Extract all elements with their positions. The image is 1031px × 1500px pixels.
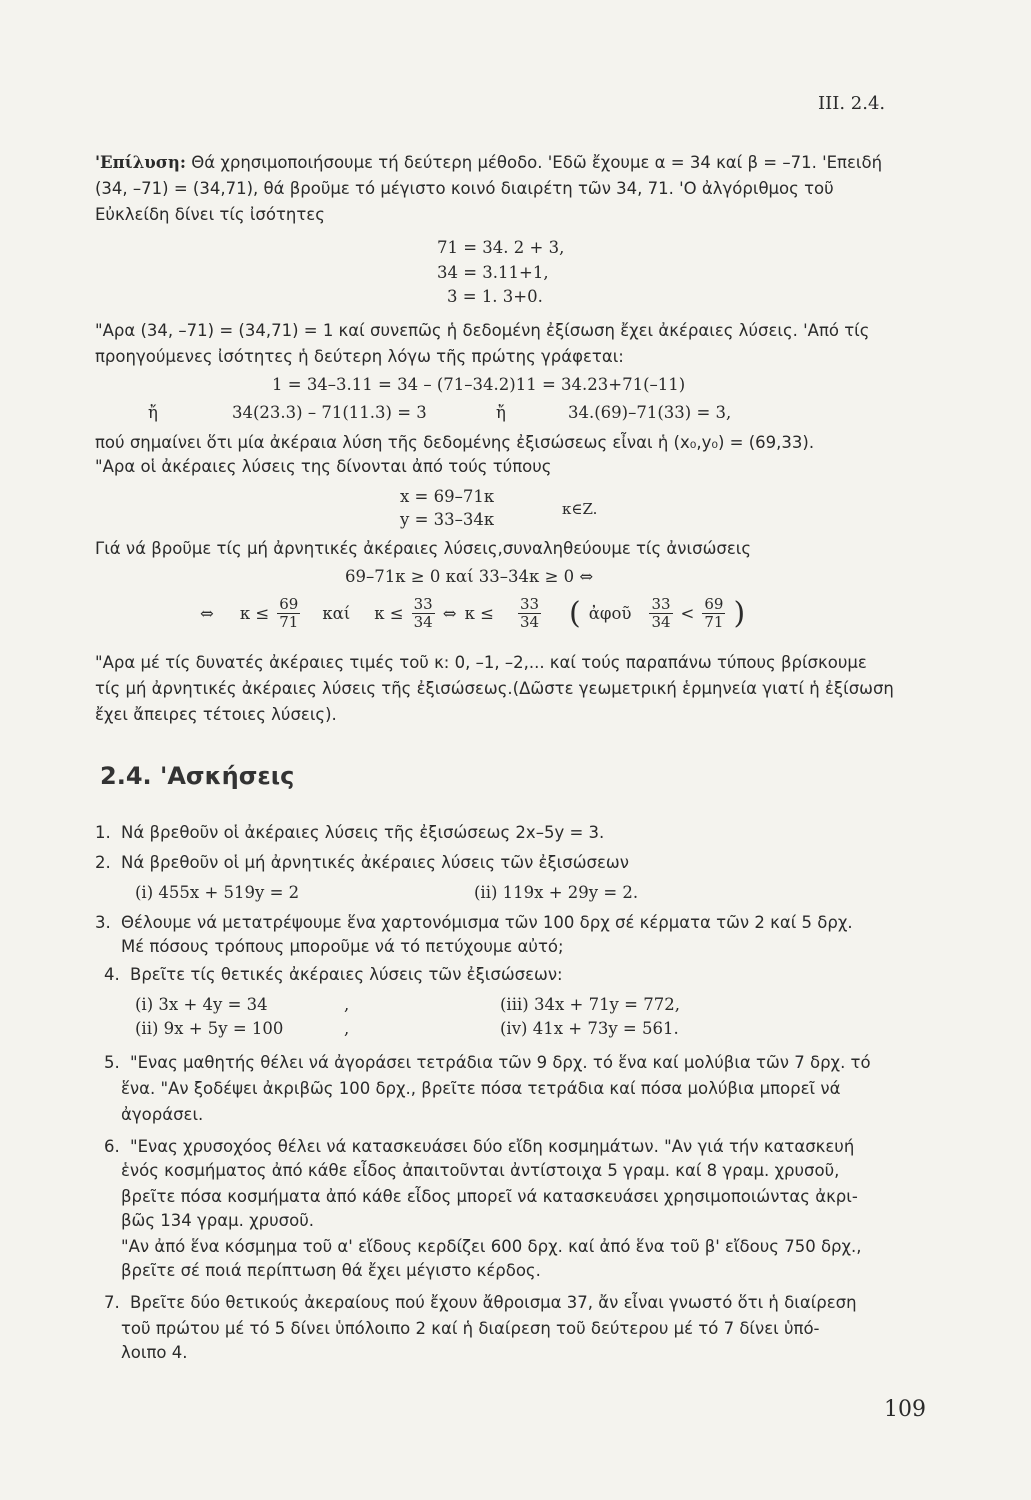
solution-line-1: 'Επίλυση: Θά χρησιμοποιήσουμε τή δεύτερη μέθοδο. 'Εδῶ ἔχουμε α = 34 καί β = –71. 'Επειδή	[95, 153, 883, 172]
solution-line-5: προηγούμενες ἰσότητες ἡ δεύτερη λόγω τῆς πρώτης γράφεται:	[95, 347, 624, 366]
exercise-7-line-3: λοιπο 4.	[121, 1343, 188, 1362]
solution-line-2: (34, –71) = (34,71), θά βροῦμε τό μέγιστο κοινό διαιρέτη τῶν 34, 71. 'Ο ἀλγόριθμος τοῦ	[95, 179, 834, 198]
exercise-3-line-2: Μέ πόσους τρόπους μποροῦμε νά τό πετύχουμε αὐτό;	[121, 937, 564, 956]
k-in-z: κ∈Z.	[562, 500, 598, 518]
inequalities: 69–71κ ≥ 0 καί 33–34κ ≥ 0 ⇔	[345, 567, 594, 586]
exercise-5: 5. "Ενας μαθητής θέλει νά ἀγοράσει τετράδια τῶν 9 δρχ. τό ἕνα καί μολύβια τῶν 7 δρχ. τό	[104, 1053, 871, 1072]
equation-5-or-1: ἤ	[148, 403, 158, 422]
solution-line-11: ἔχει ἄπειρες τέτοιες λύσεις).	[95, 705, 337, 724]
section-title: 2.4. 'Ασκήσεις	[100, 762, 295, 790]
fraction-33-34-a: $\frac{33}{34}$	[413, 595, 433, 631]
equation-1: 71 = 34. 2 + 3,	[437, 238, 565, 257]
solution-line-6: πού σημαίνει ὅτι μία ἀκέραια λύση τῆς δεδομένης ἐξισώσεως εἶναι ἡ (x₀,y₀) = (69,33).	[95, 433, 815, 452]
equation-2: 34 = 3.11+1,	[437, 263, 549, 282]
chapter-header: III. 2.4.	[818, 93, 886, 114]
afou-word: ἀφοῦ	[588, 603, 632, 623]
fraction-33-34-c: $\frac{33}{34}$	[651, 595, 671, 631]
exercise-6-line-2: ἑνός κοσμήματος ἀπό κάθε εἶδος ἀπαιτοῦνται ἀντίστοιχα 5 γραμ. καί 8 γραμ. χρυσοῦ,	[121, 1161, 840, 1180]
exercise-4: 4. Βρεῖτε τίς θετικές ἀκέραιες λύσεις τῶν ἐξισώσεων:	[104, 965, 563, 984]
exercise-7: 7. Βρεῖτε δύο θετικούς ἀκεραίους πού ἔχουν ἄθροισμα 37, ἄν εἶναι γνωστό ὅτι ἡ διαίρεση	[104, 1293, 857, 1312]
k-leq-3: κ ≤	[464, 603, 494, 623]
exercise-2: 2. Νά βρεθοῦν οἱ μή ἀρνητικές ἀκέραιες λύσεις τῶν ἐξισώσεων	[95, 853, 629, 872]
equation-6: 34.(69)–71(33) = 3,	[568, 403, 732, 422]
solution-line-7: "Αρα οἱ ἀκέραιες λύσεις της δίνονται ἀπό τούς τύπους	[95, 457, 552, 476]
fraction-69-71-b: $\frac{69}{71}$	[704, 595, 724, 631]
page-number: 109	[884, 1397, 926, 1422]
solution-line-3: Εὐκλείδη δίνει τίς ἰσότητες	[95, 205, 325, 224]
fraction-69-71: $\frac{69}{71}$	[279, 595, 299, 631]
exercise-5-line-2: ἕνα. "Αν ξοδέψει ἀκριβῶς 100 δρχ., βρεῖτε πόσα τετράδια καί πόσα μολύβια μπορεῖ νά	[121, 1079, 841, 1098]
less-than: <	[680, 603, 695, 623]
equation-5-or-2: ἤ	[496, 403, 506, 422]
solution-label: 'Επίλυση:	[95, 153, 186, 172]
exercise-6-line-4: βῶς 134 γραμ. χρυσοῦ.	[121, 1211, 315, 1230]
right-paren: )	[733, 595, 746, 631]
k-leq-2: κ ≤	[374, 603, 404, 623]
exercise-2-i: (i) 455x + 519y = 2	[135, 883, 300, 902]
exercise-4-comma-1: ,	[344, 995, 350, 1014]
solution-line-10: τίς μή ἀρνητικές ἀκέραιες λύσεις τῆς ἐξισώσεως.(Δῶστε γεωμετρική ἑρμηνεία γιατί ἡ ἐξίσωση	[95, 679, 894, 698]
solution-line-4: "Αρα (34, –71) = (34,71) = 1 καί συνεπῶς ἡ δεδομένη ἐξίσωση ἔχει ἀκέραιες λύσεις. 'Από τίς	[95, 321, 870, 340]
exercise-6-line-6: βρεῖτε σέ ποιά περίπτωση θά ἔχει μέγιστο κέρδος.	[121, 1261, 541, 1280]
exercise-4-i: (i) 3x + 4y = 34	[135, 995, 268, 1014]
equation-4: 1 = 34–3.11 = 34 – (71–34.2)11 = 34.23+71(–11)	[272, 375, 686, 394]
solution-line-9: "Αρα μέ τίς δυνατές ἀκέραιες τιμές τοῦ κ: 0, –1, –2,... καί τούς παραπάνω τύπους βρίσκουμε	[95, 653, 867, 672]
equation-3: 3 = 1. 3+0.	[447, 287, 543, 306]
equation-5: 34(23.3) – 71(11.3) = 3	[232, 403, 427, 422]
left-paren: (	[569, 595, 581, 631]
fraction-inequality-row	[200, 596, 745, 631]
solution-line-8: Γιά νά βροῦμε τίς μή ἀρνητικές ἀκέραιες λύσεις,συναληθεύουμε τίς ἀνισώσεις	[95, 539, 752, 558]
exercise-4-ii: (ii) 9x + 5y = 100	[135, 1019, 284, 1038]
formula-x: x = 69–71κ	[400, 487, 495, 506]
fraction-33-34-b: $\frac{33}{34}$	[519, 595, 540, 631]
exercise-1: 1. Νά βρεθοῦν οἱ ἀκέραιες λύσεις τῆς ἐξισώσεως 2x–5y = 3.	[95, 823, 605, 842]
formula-y: y = 33–34κ	[400, 510, 495, 529]
equiv-arrow-2: ⇔	[442, 603, 457, 623]
exercise-4-iv: (iv) 41x + 73y = 561.	[500, 1019, 679, 1038]
exercise-4-iii: (iii) 34x + 71y = 772,	[500, 995, 680, 1014]
exercise-6-line-5: "Αν ἀπό ἕνα κόσμημα τοῦ α' εἴδους κερδίζει 600 δρχ. καί ἀπό ἕνα τοῦ β' εἴδους 750 δρχ.,	[121, 1237, 862, 1256]
exercise-6-line-3: βρεῖτε πόσα κοσμήματα ἀπό κάθε εἶδος μπορεῖ νά κατασκευάσει χρησιμοποιώντας ἀκρι-	[121, 1187, 858, 1206]
kai-word: καί	[322, 603, 351, 623]
exercise-7-line-2: τοῦ πρώτου μέ τό 5 δίνει ὑπόλοιπο 2 καί ἡ διαίρεση τοῦ δεύτερου μέ τό 7 δίνει ὑπό-	[121, 1319, 820, 1338]
exercise-2-ii: (ii) 119x + 29y = 2.	[474, 883, 639, 902]
exercise-5-line-3: ἀγοράσει.	[121, 1105, 204, 1124]
exercise-4-comma-2: ,	[344, 1019, 350, 1038]
exercise-6: 6. "Ενας χρυσοχόος θέλει νά κατασκευάσει δύο εἴδη κοσμημάτων. "Αν γιά τήν κατασκευή	[104, 1137, 855, 1156]
equiv-arrow: ⇔	[200, 603, 214, 623]
k-leq-1: κ ≤	[239, 603, 270, 623]
exercise-3: 3. Θέλουμε νά μετατρέψουμε ἕνα χαρτονόμισμα τῶν 100 δρχ σέ κέρματα τῶν 2 καί 5 δρχ.	[95, 913, 853, 932]
